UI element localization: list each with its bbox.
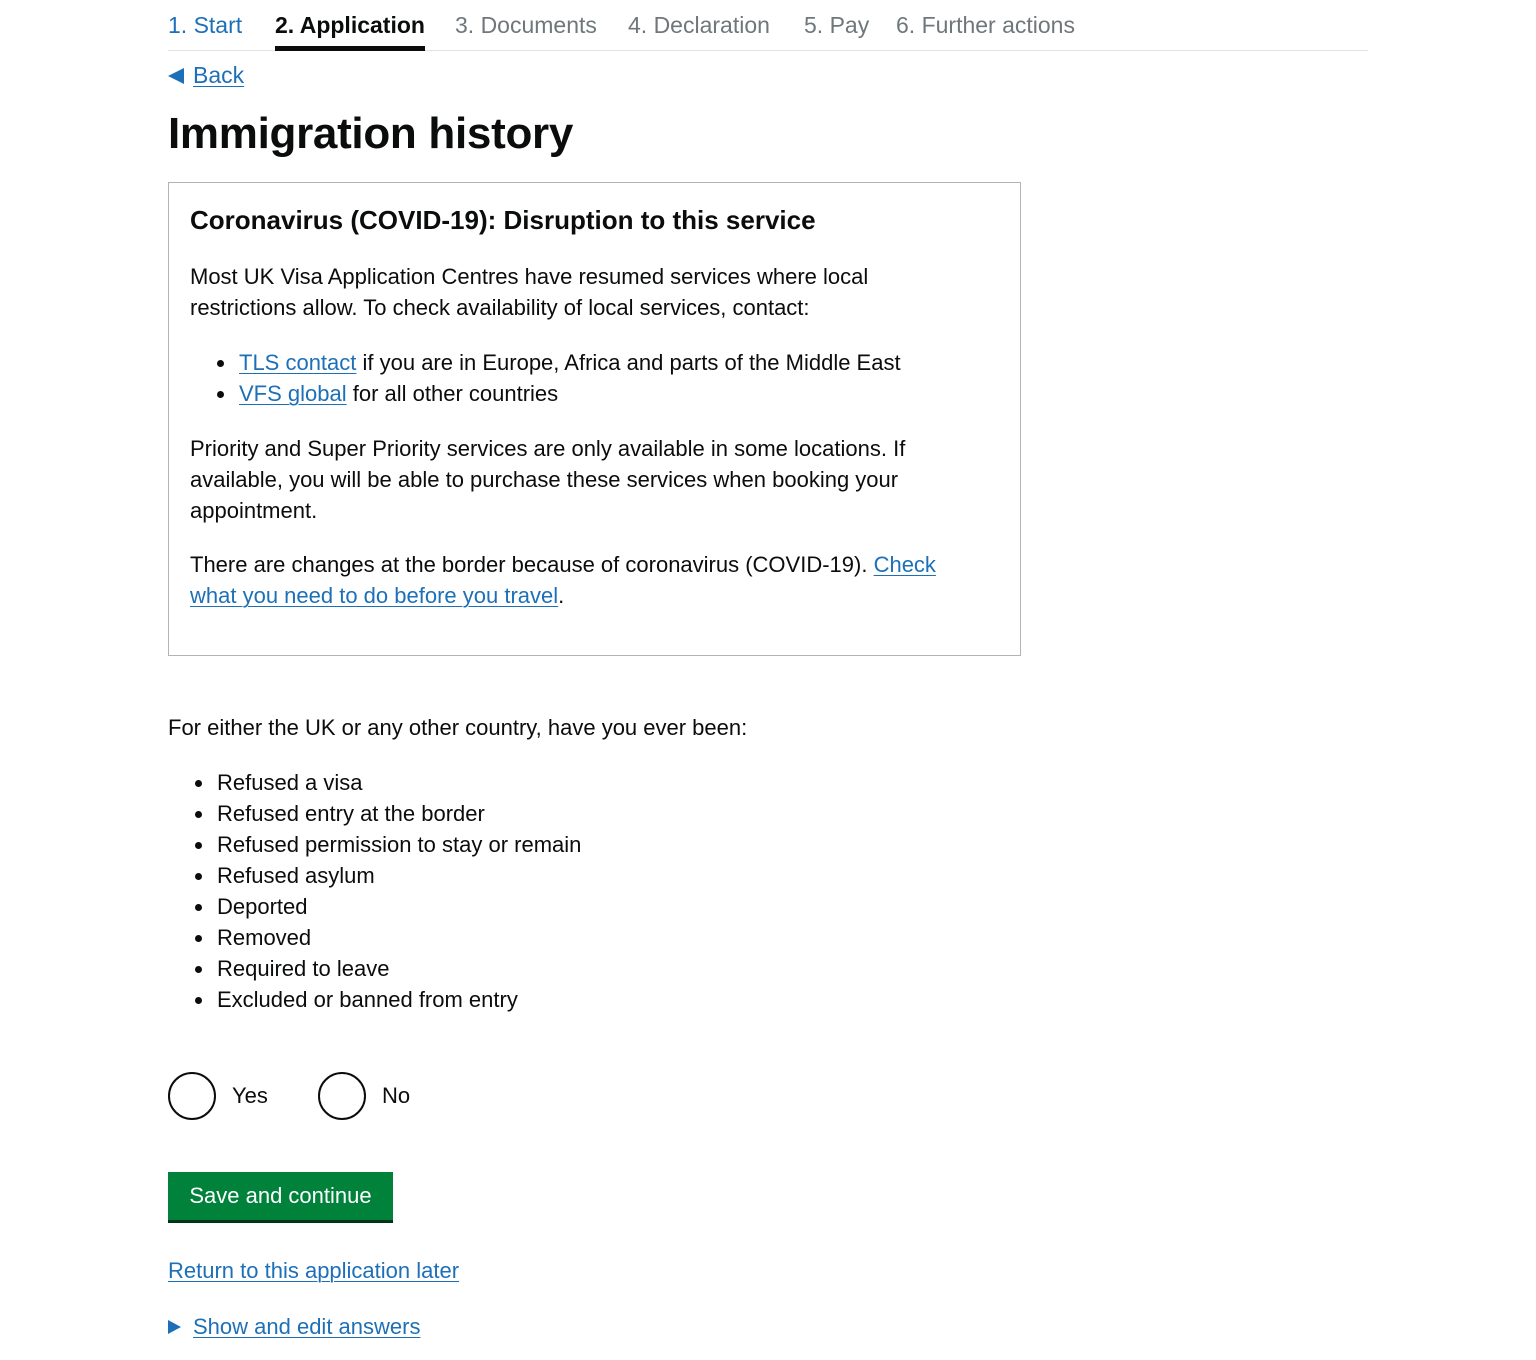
list-item: Refused asylum xyxy=(168,860,581,891)
step-further-actions: 6. Further actions xyxy=(896,12,1075,38)
list-item: Refused entry at the border xyxy=(168,798,581,829)
covid-notice-panel xyxy=(168,182,1021,656)
notice-heading: Coronavirus (COVID-19): Disruption to this service xyxy=(190,205,816,235)
show-answers-toggle[interactable] xyxy=(168,1312,420,1342)
progress-steps xyxy=(168,0,1368,51)
list-item: Deported xyxy=(168,891,581,922)
list-item xyxy=(190,347,970,378)
page-title: Immigration history xyxy=(168,109,574,158)
notice-paragraph-3-end: . xyxy=(558,583,565,608)
list-item xyxy=(190,378,970,409)
tls-contact-text: if you are in Europe, Africa and parts of the Middle East xyxy=(356,350,901,375)
list-item: Refused a visa xyxy=(168,767,581,798)
list-item: Excluded or banned from entry xyxy=(168,984,581,1015)
step-declaration: 4. Declaration xyxy=(628,12,770,38)
vfs-global-text: for all other countries xyxy=(346,381,559,406)
back-arrow-icon xyxy=(168,68,184,84)
list-item: Removed xyxy=(168,922,581,953)
notice-paragraph-2: Priority and Super Priority services are only available in some locations. If available, you will be able to purchase these services when booking your appointment. xyxy=(190,436,906,523)
tls-contact-link[interactable]: TLS contact xyxy=(239,350,357,375)
notice-paragraph-1: Most UK Visa Application Centres have resumed services where local restrictions allow. To check availability of local services, contact: xyxy=(190,264,869,320)
vfs-global-link[interactable]: VFS global xyxy=(239,381,347,406)
return-later-link[interactable]: Return to this application later xyxy=(168,1258,460,1283)
step-start[interactable]: 1. Start xyxy=(168,12,243,38)
notice-paragraph-3 xyxy=(190,549,970,611)
step-pay: 5. Pay xyxy=(804,12,870,38)
step-application: 2. Application xyxy=(275,12,425,38)
radio-no-circle[interactable] xyxy=(318,1072,366,1120)
radio-yes-label[interactable]: Yes xyxy=(232,1083,268,1108)
list-item: Required to leave xyxy=(168,953,581,984)
notice-contact-list xyxy=(190,347,970,409)
show-answers-link[interactable]: Show and edit answers xyxy=(193,1314,421,1339)
radio-no[interactable] xyxy=(318,1072,410,1120)
save-and-continue-button[interactable]: Save and continue xyxy=(168,1172,393,1220)
expand-triangle-icon xyxy=(168,1320,181,1334)
step-documents: 3. Documents xyxy=(455,12,597,38)
list-item: Refused permission to stay or remain xyxy=(168,829,581,860)
back-link-container xyxy=(168,60,244,90)
radio-yes-circle[interactable] xyxy=(168,1072,216,1120)
notice-paragraph-3-text: There are changes at the border because of coronavirus (COVID-19). xyxy=(190,552,874,577)
question-text: For either the UK or any other country, have you ever been: xyxy=(168,715,748,740)
check-before-travel-link[interactable]: Check what you need to do before you travel xyxy=(190,552,936,608)
immigration-reasons-list xyxy=(168,767,581,1015)
radio-yes[interactable] xyxy=(168,1072,268,1120)
back-link[interactable]: Back xyxy=(193,62,245,88)
radio-no-label[interactable]: No xyxy=(382,1083,411,1108)
